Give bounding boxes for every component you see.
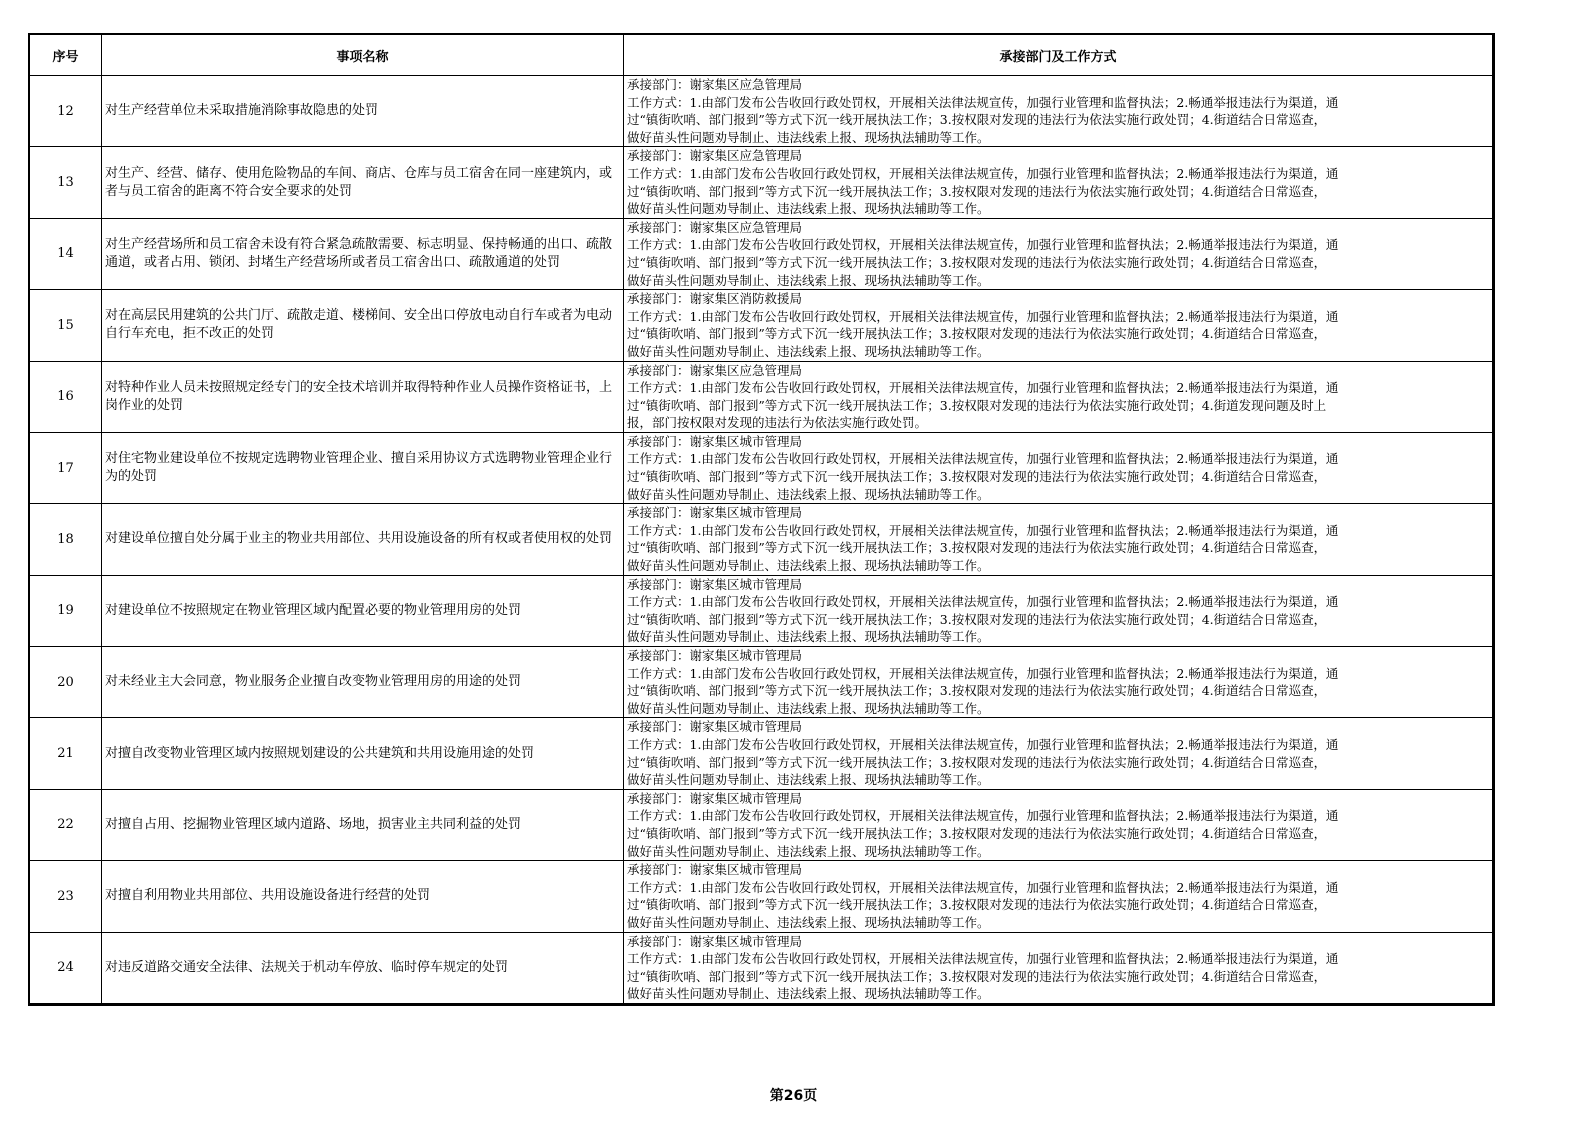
method-line: 工作方式：1.由部门发布公告收回行政处罚权，开展相关法律法规宣传，加强行业管理和监督执法；2.畅通举报违法行为渠道，通 [627, 522, 1339, 538]
method-line: 过“镇街吹哨、部门报到”等方式下沉一线开展执法工作；3.按权限对发现的违法行为依法实施行政处罚；4.街道结合日常巡查， [627, 683, 1327, 699]
row-index: 20 [30, 647, 102, 718]
method-line: 做好苗头性问题劝导制止、违法线索上报、现场执法辅助等工作。 [627, 272, 990, 288]
method-line: 做好苗头性问题劝导制止、违法线索上报、现场执法辅助等工作。 [627, 201, 990, 217]
header-item-name: 事项名称 [102, 35, 624, 76]
row-dept-method [624, 432, 1493, 503]
row-index: 22 [30, 789, 102, 860]
header-index: 序号 [30, 35, 102, 76]
row-item-name: 对住宅物业建设单位不按规定选聘物业管理企业、擅自采用协议方式选聘物业管理企业行为的处罚 [102, 432, 624, 503]
dept-line: 承接部门：谢家集区应急管理局 [627, 362, 803, 378]
method-line: 过“镇街吹哨、部门报到”等方式下沉一线开展执法工作；3.按权限对发现的违法行为依法实施行政处罚；4.街道结合日常巡查， [627, 469, 1327, 485]
method-line: 工作方式：1.由部门发布公告收回行政处罚权，开展相关法律法规宣传，加强行业管理和监督执法；2.畅通举报违法行为渠道，通 [627, 736, 1339, 752]
dept-line: 承接部门：谢家集区城市管理局 [627, 505, 803, 521]
row-index: 15 [30, 290, 102, 361]
row-index: 17 [30, 432, 102, 503]
table-row [30, 76, 1493, 147]
method-line: 报，部门按权限对发现的违法行为依法实施行政处罚。 [627, 415, 928, 431]
method-line: 工作方式：1.由部门发布公告收回行政处罚权，开展相关法律法规宣传，加强行业管理和监督执法；2.畅通举报违法行为渠道，通 [627, 808, 1339, 824]
row-item-name: 对未经业主大会同意，物业服务企业擅自改变物业管理用房的用途的处罚 [102, 647, 624, 718]
row-item-name: 对特种作业人员未按照规定经专门的安全技术培训并取得特种作业人员操作资格证书，上岗作业的处罚 [102, 361, 624, 432]
page-number: 第26页 [769, 1088, 818, 1104]
method-line: 过“镇街吹哨、部门报到”等方式下沉一线开展执法工作；3.按权限对发现的违法行为依法实施行政处罚；4.街道结合日常巡查， [627, 112, 1327, 128]
row-item-name: 对擅自改变物业管理区域内按照规划建设的公共建筑和共用设施用途的处罚 [102, 718, 624, 789]
method-line: 工作方式：1.由部门发布公告收回行政处罚权，开展相关法律法规宣传，加强行业管理和监督执法；2.畅通举报违法行为渠道，通 [627, 380, 1339, 396]
table-row [30, 432, 1493, 503]
row-dept-method [624, 932, 1493, 1003]
row-index: 13 [30, 147, 102, 218]
method-line: 工作方式：1.由部门发布公告收回行政处罚权，开展相关法律法规宣传，加强行业管理和监督执法；2.畅通举报违法行为渠道，通 [627, 308, 1339, 324]
row-index: 19 [30, 575, 102, 646]
method-line: 过“镇街吹哨、部门报到”等方式下沉一线开展执法工作；3.按权限对发现的违法行为依法实施行政处罚；4.街道发现问题及时上 [627, 397, 1327, 413]
method-line: 过“镇街吹哨、部门报到”等方式下沉一线开展执法工作；3.按权限对发现的违法行为依法实施行政处罚；4.街道结合日常巡查， [627, 540, 1327, 556]
row-item-name: 对生产、经营、储存、使用危险物品的车间、商店、仓库与员工宿舍在同一座建筑内，或者与员工宿舍的距离不符合安全要求的处罚 [102, 147, 624, 218]
row-index: 23 [30, 861, 102, 932]
table-row [30, 647, 1493, 718]
table-header-row [30, 35, 1493, 76]
table-row [30, 361, 1493, 432]
row-dept-method [624, 575, 1493, 646]
method-line: 过“镇街吹哨、部门报到”等方式下沉一线开展执法工作；3.按权限对发现的违法行为依法实施行政处罚；4.街道结合日常巡查， [627, 897, 1327, 913]
row-item-name: 对擅自占用、挖掘物业管理区域内道路、场地，损害业主共同利益的处罚 [102, 789, 624, 860]
dept-line: 承接部门：谢家集区城市管理局 [627, 719, 803, 735]
row-dept-method [624, 647, 1493, 718]
dept-line: 承接部门：谢家集区应急管理局 [627, 77, 803, 92]
method-line: 过“镇街吹哨、部门报到”等方式下沉一线开展执法工作；3.按权限对发现的违法行为依法实施行政处罚；4.街道结合日常巡查， [627, 968, 1327, 984]
method-line: 做好苗头性问题劝导制止、违法线索上报、现场执法辅助等工作。 [627, 629, 990, 645]
dept-line: 承接部门：谢家集区城市管理局 [627, 862, 803, 878]
row-item-name: 对违反道路交通安全法律、法规关于机动车停放、临时停车规定的处罚 [102, 932, 624, 1003]
dept-line: 承接部门：谢家集区城市管理局 [627, 648, 803, 663]
row-item-name: 对建设单位擅自处分属于业主的物业共用部位、共用设施设备的所有权或者使用权的处罚 [102, 504, 624, 575]
row-dept-method [624, 218, 1493, 289]
method-line: 做好苗头性问题劝导制止、违法线索上报、现场执法辅助等工作。 [627, 914, 990, 930]
method-line: 工作方式：1.由部门发布公告收回行政处罚权，开展相关法律法规宣传，加强行业管理和监督执法；2.畅通举报违法行为渠道，通 [627, 594, 1339, 610]
table-row [30, 290, 1493, 361]
dept-line: 承接部门：谢家集区消防救援局 [627, 291, 803, 307]
method-line: 做好苗头性问题劝导制止、违法线索上报、现场执法辅助等工作。 [627, 843, 990, 859]
header-dept-method: 承接部门及工作方式 [624, 35, 1493, 76]
method-line: 过“镇街吹哨、部门报到”等方式下沉一线开展执法工作；3.按权限对发现的违法行为依法实施行政处罚；4.街道结合日常巡查， [627, 326, 1327, 342]
method-line: 工作方式：1.由部门发布公告收回行政处罚权，开展相关法律法规宣传，加强行业管理和监督执法；2.畅通举报违法行为渠道，通 [627, 94, 1339, 110]
method-line: 工作方式：1.由部门发布公告收回行政处罚权，开展相关法律法规宣传，加强行业管理和监督执法；2.畅通举报违法行为渠道，通 [627, 237, 1339, 253]
dept-line: 承接部门：谢家集区城市管理局 [627, 576, 803, 592]
table-body [30, 76, 1493, 1004]
row-item-name: 对生产经营单位未采取措施消除事故隐患的处罚 [102, 76, 624, 147]
method-line: 工作方式：1.由部门发布公告收回行政处罚权，开展相关法律法规宣传，加强行业管理和监督执法；2.畅通举报违法行为渠道，通 [627, 951, 1339, 967]
method-line: 做好苗头性问题劝导制止、违法线索上报、现场执法辅助等工作。 [627, 700, 990, 716]
dept-line: 承接部门：谢家集区应急管理局 [627, 219, 803, 235]
method-line: 过“镇街吹哨、部门报到”等方式下沉一线开展执法工作；3.按权限对发现的违法行为依法实施行政处罚；4.街道结合日常巡查， [627, 754, 1327, 770]
row-index: 21 [30, 718, 102, 789]
method-line: 工作方式：1.由部门发布公告收回行政处罚权，开展相关法律法规宣传，加强行业管理和监督执法；2.畅通举报违法行为渠道，通 [627, 165, 1339, 181]
row-dept-method [624, 789, 1493, 860]
dept-line: 承接部门：谢家集区城市管理局 [627, 433, 803, 449]
method-line: 工作方式：1.由部门发布公告收回行政处罚权，开展相关法律法规宣传，加强行业管理和监督执法；2.畅通举报违法行为渠道，通 [627, 451, 1339, 467]
row-index: 18 [30, 504, 102, 575]
row-item-name: 对生产经营场所和员工宿舍未设有符合紧急疏散需要、标志明显、保持畅通的出口、疏散通道，或者占用、锁闭、封堵生产经营场所或者员工宿舍出口、疏散通道的处罚 [102, 218, 624, 289]
method-line: 过“镇街吹哨、部门报到”等方式下沉一线开展执法工作；3.按权限对发现的违法行为依法实施行政处罚；4.街道结合日常巡查， [627, 254, 1327, 270]
row-dept-method [624, 76, 1493, 147]
dept-line: 承接部门：谢家集区城市管理局 [627, 933, 803, 949]
method-line: 过“镇街吹哨、部门报到”等方式下沉一线开展执法工作；3.按权限对发现的违法行为依法实施行政处罚；4.街道结合日常巡查， [627, 183, 1327, 199]
dept-line: 承接部门：谢家集区城市管理局 [627, 790, 803, 806]
table-row [30, 504, 1493, 575]
method-line: 工作方式：1.由部门发布公告收回行政处罚权，开展相关法律法规宣传，加强行业管理和监督执法；2.畅通举报违法行为渠道，通 [627, 665, 1339, 681]
table-row [30, 932, 1493, 1003]
row-index: 12 [30, 76, 102, 147]
table-row [30, 218, 1493, 289]
row-index: 16 [30, 361, 102, 432]
method-line: 做好苗头性问题劝导制止、违法线索上报、现场执法辅助等工作。 [627, 129, 990, 145]
table-row [30, 789, 1493, 860]
row-index: 24 [30, 932, 102, 1003]
method-line: 过“镇街吹哨、部门报到”等方式下沉一线开展执法工作；3.按权限对发现的违法行为依法实施行政处罚；4.街道结合日常巡查， [627, 611, 1327, 627]
row-dept-method [624, 147, 1493, 218]
row-dept-method [624, 718, 1493, 789]
items-table [29, 34, 1493, 1004]
row-item-name: 对在高层民用建筑的公共门厅、疏散走道、楼梯间、安全出口停放电动自行车或者为电动自行车充电，拒不改正的处罚 [102, 290, 624, 361]
document-sheet [29, 34, 1492, 1004]
row-dept-method [624, 290, 1493, 361]
method-line: 做好苗头性问题劝导制止、违法线索上报、现场执法辅助等工作。 [627, 558, 990, 574]
method-line: 工作方式：1.由部门发布公告收回行政处罚权，开展相关法律法规宣传，加强行业管理和监督执法；2.畅通举报违法行为渠道，通 [627, 879, 1339, 895]
row-item-name: 对建设单位不按照规定在物业管理区域内配置必要的物业管理用房的处罚 [102, 575, 624, 646]
dept-line: 承接部门：谢家集区应急管理局 [627, 148, 803, 164]
table-row [30, 718, 1493, 789]
table-row [30, 861, 1493, 932]
method-line: 做好苗头性问题劝导制止、违法线索上报、现场执法辅助等工作。 [627, 486, 990, 502]
method-line: 过“镇街吹哨、部门报到”等方式下沉一线开展执法工作；3.按权限对发现的违法行为依法实施行政处罚；4.街道结合日常巡查， [627, 825, 1327, 841]
row-dept-method [624, 861, 1493, 932]
method-line: 做好苗头性问题劝导制止、违法线索上报、现场执法辅助等工作。 [627, 986, 990, 1002]
row-item-name: 对擅自利用物业共用部位、共用设施设备进行经营的处罚 [102, 861, 624, 932]
method-line: 做好苗头性问题劝导制止、违法线索上报、现场执法辅助等工作。 [627, 343, 990, 359]
row-dept-method [624, 504, 1493, 575]
method-line: 做好苗头性问题劝导制止、违法线索上报、现场执法辅助等工作。 [627, 772, 990, 788]
table-row [30, 575, 1493, 646]
table-row [30, 147, 1493, 218]
row-index: 14 [30, 218, 102, 289]
row-dept-method [624, 361, 1493, 432]
